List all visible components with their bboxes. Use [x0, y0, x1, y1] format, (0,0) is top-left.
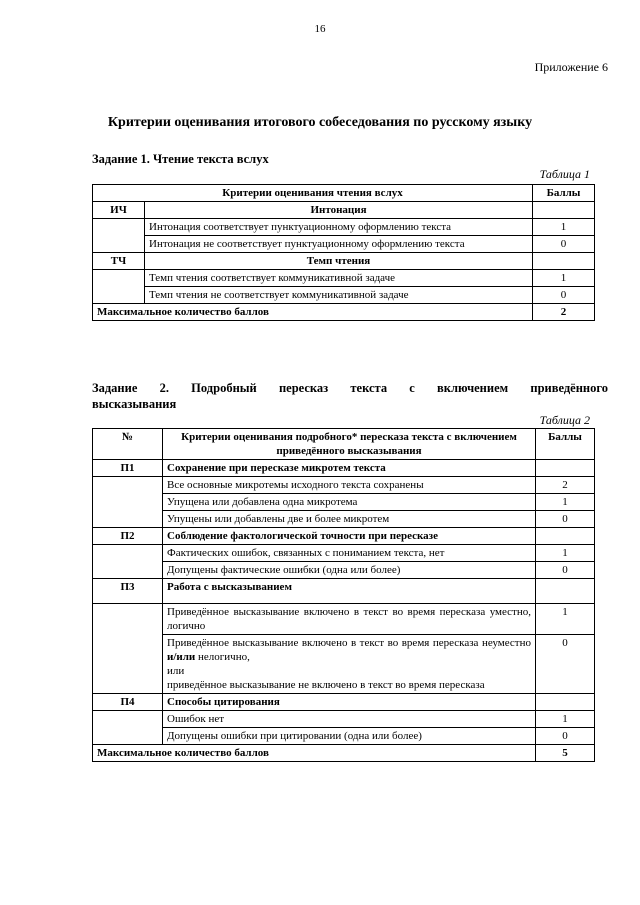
table-row — [93, 494, 595, 511]
table2-retelling-criteria — [92, 428, 595, 762]
group-row — [93, 253, 595, 270]
criterion-score: 0 — [536, 635, 595, 694]
table-row — [93, 219, 595, 236]
criterion-text: Ошибок нет — [163, 711, 536, 728]
criterion-text: Темп чтения соответствует коммуникативной задаче — [145, 270, 533, 287]
criterion-score: 0 — [536, 511, 595, 528]
criterion-code: П4 — [93, 694, 163, 711]
table-row — [93, 604, 595, 635]
table-row — [93, 728, 595, 745]
criterion-text: Интонация не соответствует пунктуационному оформлению текста — [145, 236, 533, 253]
table-row — [93, 562, 595, 579]
code-spacer — [93, 477, 163, 528]
code-spacer — [93, 270, 145, 304]
criterion-score: 0 — [533, 236, 595, 253]
criterion-score: 1 — [536, 494, 595, 511]
task2-heading — [92, 380, 608, 412]
criterion-text: Упущены или добавлены две и более микротем — [163, 511, 536, 528]
criterion-score: 0 — [536, 562, 595, 579]
table-row — [93, 287, 595, 304]
total-row — [93, 745, 595, 762]
table-row — [93, 511, 595, 528]
table2-caption: Таблица 2 — [539, 413, 590, 427]
criterion-text: Приведённое высказывание включено в текст во время пересказа уместно, логично — [163, 604, 536, 635]
appendix-label: Приложение 6 — [534, 60, 608, 74]
criterion-text-or: или — [167, 665, 185, 677]
criterion-score: 2 — [536, 477, 595, 494]
header-score: Баллы — [536, 429, 595, 460]
criterion-text-part-b: нелогично, — [195, 651, 250, 663]
code-spacer — [93, 219, 145, 253]
criterion-text: Темп чтения не соответствует коммуникативной задаче — [145, 287, 533, 304]
header-criteria: Критерии оценивания подробного* пересказа текста с включением приведённого высказывания — [163, 429, 536, 460]
criterion-score-empty — [533, 253, 595, 270]
code-spacer — [93, 711, 163, 745]
code-spacer — [93, 604, 163, 694]
criterion-text-multipart — [163, 635, 536, 694]
criterion-title: Работа с высказыванием — [163, 579, 536, 604]
criterion-text-part-a: Приведённое высказывание включено в текст во время пересказа неуместно — [167, 637, 531, 649]
criterion-text: Допущены фактические ошибки (одна или более) — [163, 562, 536, 579]
criterion-code: П1 — [93, 460, 163, 477]
criterion-text: Допущены ошибки при цитировании (одна или более) — [163, 728, 536, 745]
table1-reading-criteria — [92, 184, 595, 321]
table-row — [93, 236, 595, 253]
total-score: 5 — [536, 745, 595, 762]
criterion-score: 1 — [536, 604, 595, 635]
criterion-score-empty — [533, 202, 595, 219]
criterion-text: Упущена или добавлена одна микротема — [163, 494, 536, 511]
table-row — [93, 477, 595, 494]
group-row — [93, 694, 595, 711]
group-row — [93, 528, 595, 545]
code-spacer — [93, 545, 163, 579]
table-row — [93, 711, 595, 728]
criterion-text: Все основные микротемы исходного текста сохранены — [163, 477, 536, 494]
criterion-title: Соблюдение фактологической точности при пересказе — [163, 528, 536, 545]
header-criteria: Критерии оценивания чтения вслух — [93, 185, 533, 202]
criterion-score-empty — [536, 579, 595, 604]
criterion-code: ТЧ — [93, 253, 145, 270]
table-row — [93, 270, 595, 287]
header-number: № — [93, 429, 163, 460]
criterion-title: Способы цитирования — [163, 694, 536, 711]
criterion-score: 1 — [536, 711, 595, 728]
criterion-title: Сохранение при пересказе микротем текста — [163, 460, 536, 477]
task2-heading-line1: Задание 2. Подробный пересказ текста с включением приведённого — [92, 381, 608, 395]
page-number: 16 — [314, 23, 326, 35]
task2-heading-line2: высказывания — [92, 397, 177, 411]
criterion-score: 0 — [536, 728, 595, 745]
criterion-score-empty — [536, 460, 595, 477]
criterion-score: 1 — [533, 219, 595, 236]
group-row — [93, 202, 595, 219]
total-label: Максимальное количество баллов — [93, 745, 536, 762]
header-score: Баллы — [533, 185, 595, 202]
total-row — [93, 304, 595, 321]
criterion-text-emphasis: и/или — [167, 651, 196, 663]
criterion-text: Фактических ошибок, связанных с пониманием текста, нет — [163, 545, 536, 562]
total-score: 2 — [533, 304, 595, 321]
criterion-code: П2 — [93, 528, 163, 545]
table-header-row — [93, 429, 595, 460]
task1-heading: Задание 1. Чтение текста вслух — [92, 152, 269, 166]
group-row — [93, 460, 595, 477]
table-row — [93, 545, 595, 562]
table-header-row — [93, 185, 595, 202]
table-row — [93, 635, 595, 694]
table1-caption: Таблица 1 — [539, 167, 590, 181]
criterion-title: Темп чтения — [145, 253, 533, 270]
document-title: Критерии оценивания итогового собеседования по русскому языку — [107, 115, 533, 130]
criterion-code: П3 — [93, 579, 163, 604]
criterion-score: 1 — [536, 545, 595, 562]
criterion-text: Интонация соответствует пунктуационному оформлению текста — [145, 219, 533, 236]
group-row — [93, 579, 595, 604]
criterion-score-empty — [536, 528, 595, 545]
criterion-score: 1 — [533, 270, 595, 287]
criterion-code: ИЧ — [93, 202, 145, 219]
criterion-text-part-c: приведённое высказывание не включено в текст во время пересказа — [167, 679, 485, 691]
criterion-score: 0 — [533, 287, 595, 304]
criterion-title: Интонация — [145, 202, 533, 219]
criterion-score-empty — [536, 694, 595, 711]
total-label: Максимальное количество баллов — [93, 304, 533, 321]
